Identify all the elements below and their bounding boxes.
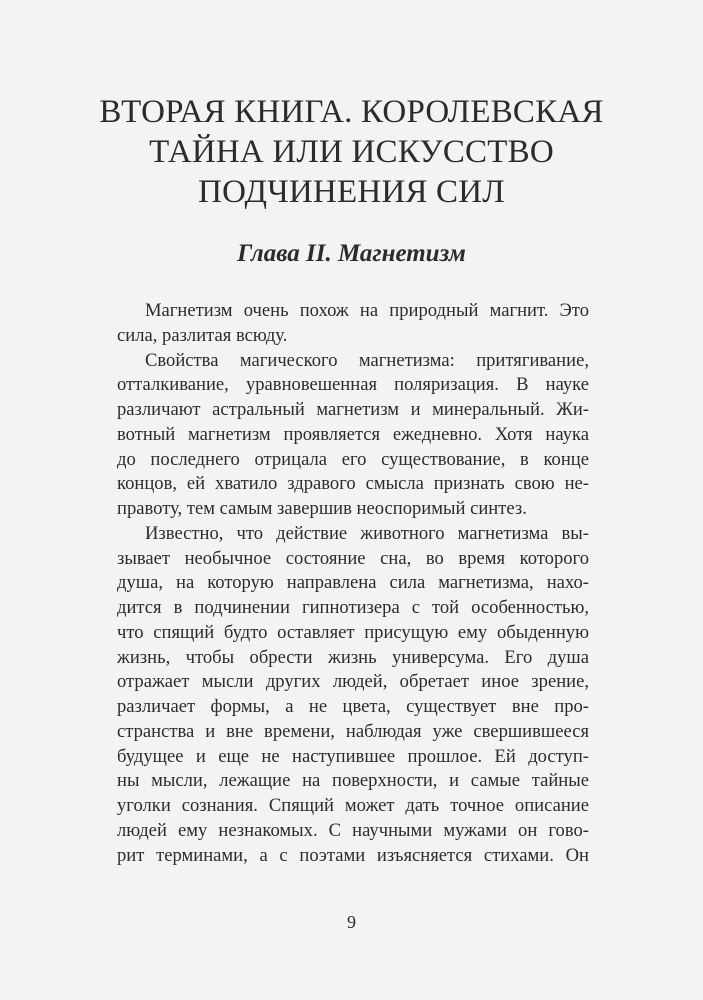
text-line: отражает мысли других людей, обретает иное зрение, [117, 671, 589, 693]
text-line: что спящий будто оставляет присущую ему обыденную [117, 621, 589, 643]
chapter-title: Глава II. Магнетизм [237, 240, 466, 267]
text-line: правоту, тем самым завершив неоспоримый синтез. [117, 498, 527, 519]
book-title [60, 92, 643, 212]
text-line: рит терминами, а с поэтами изъясняется стихами. Он [117, 844, 589, 866]
text-line: странства и вне времени, наблюдая уже свершившееся [117, 720, 589, 742]
text-line: различают астральный магнетизм и минеральный. Жи- [117, 399, 589, 420]
text-line: вотный магнетизм проявляется ежедневно. Хотя наука [117, 423, 589, 445]
book-title-line: ВТОРАЯ КНИГА. КОРОЛЕВСКАЯ [99, 94, 604, 130]
text-line: различает формы, а не цвета, существует вне про- [117, 696, 589, 717]
text-line: Известно, что действие животного магнетизма вы- [145, 522, 589, 544]
text-line: будущее и еще не наступившее прошлое. Ей доступ- [117, 745, 589, 767]
text-line: отталкивание, уравновешенная поляризация. В науке [117, 374, 589, 396]
text-line: Свойства магического магнетизма: притягивание, [145, 349, 589, 371]
text-line: дится в подчинении гипнотизера с той особенностью, [117, 597, 589, 618]
book-title-line: ПОДЧИНЕНИЯ СИЛ [198, 174, 505, 210]
text-line: концов, ей хватило здравого смысла признать свою не- [117, 473, 589, 495]
text-line: зывает необычное состояние сна, во время которого [117, 547, 589, 569]
text-line: людей ему незнакомых. С научными мужами он гово- [117, 819, 589, 841]
book-title-line: ТАЙНА ИЛИ ИСКУССТВО [149, 134, 554, 170]
text-line: до последнего отрицала его существование, в конце [117, 448, 589, 470]
text-line: Магнетизм очень похож на природный магнит. Это [145, 300, 589, 321]
text-line: ны мысли, лежащие на поверхности, и самые тайные [117, 770, 589, 792]
text-line: жизнь, чтобы обрести жизнь универсума. Его душа [117, 646, 589, 668]
text-line: сила, разлитая всюду. [117, 324, 288, 346]
text-line: уголки сознания. Спящий может дать точное описание [117, 795, 589, 816]
page-number: 9 [347, 912, 356, 932]
text-line: душа, на которую направлена сила магнетизма, нахо- [117, 572, 589, 594]
body-text [117, 299, 589, 868]
